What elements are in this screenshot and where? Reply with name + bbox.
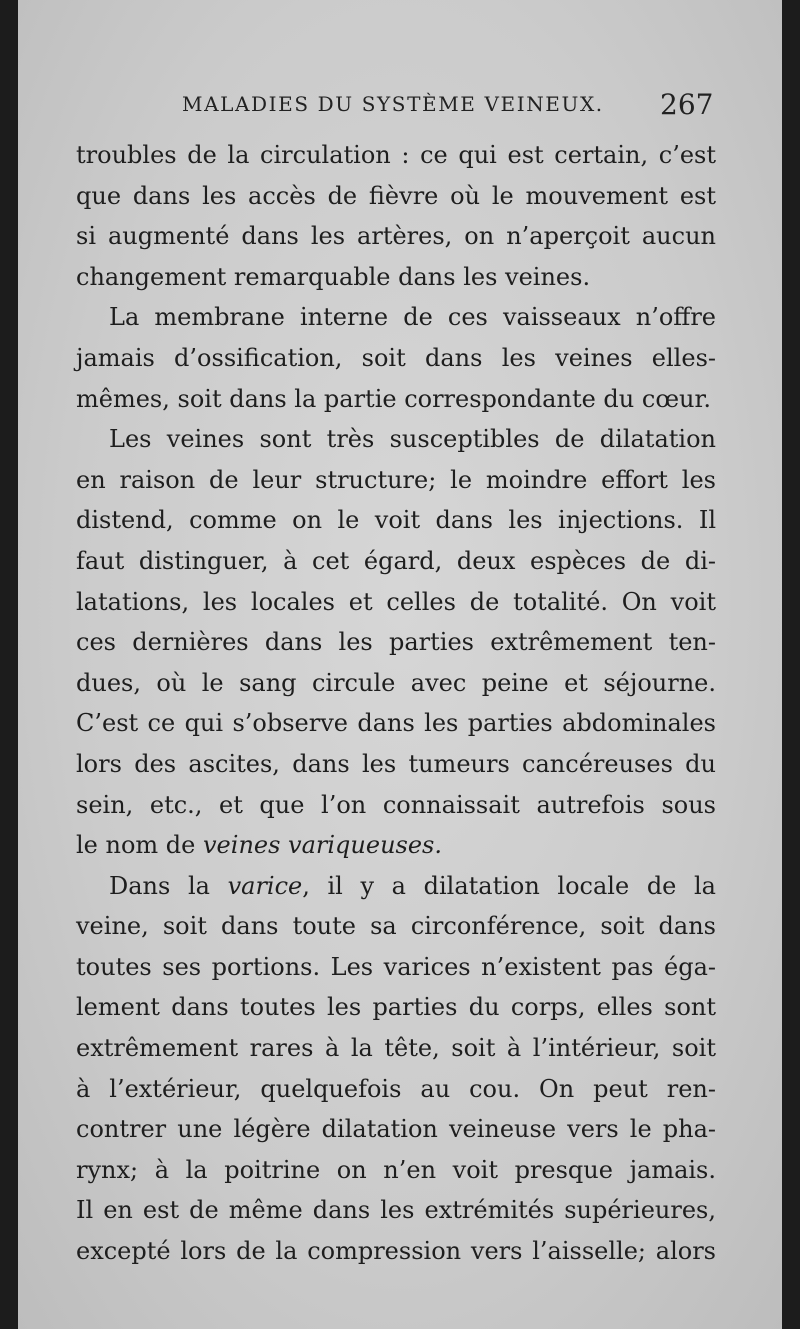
- text-line: C’est ce qui s’observe dans les parties abdominales: [76, 709, 716, 738]
- text-segment: , il y a dilatation locale de la: [302, 871, 716, 900]
- italic-term: veines variqueuses.: [203, 831, 443, 860]
- italic-term: varice: [227, 871, 303, 900]
- text-line: en raison de leur structure; le moindre effort les: [76, 465, 716, 494]
- text-segment: Dans la: [109, 871, 228, 900]
- text-line: sein, etc., et que l’on connaissait autrefois sous: [76, 790, 716, 819]
- text-line: à l’extérieur, quelquefois au cou. On peut ren-: [76, 1074, 716, 1103]
- text-segment: le nom de: [76, 831, 203, 860]
- text-line: contrer une légère dilatation veineuse vers le pha-: [76, 1115, 716, 1144]
- text-line: ces dernières dans les parties extrêmement ten-: [76, 628, 716, 657]
- text-line: [76, 866, 716, 907]
- text-line: mêmes, soit dans la partie correspondante du cœur.: [76, 384, 711, 413]
- text-line: [76, 825, 716, 866]
- text-line: latations, les locales et celles de totalité. On voit: [76, 587, 716, 616]
- running-title: MALADIES DU SYSTÈME VEINEUX.: [182, 92, 604, 116]
- text-line: La membrane interne de ces vaisseaux n’offre: [109, 303, 716, 332]
- text-line: rynx; à la poitrine on n’en voit presque jamais.: [76, 1155, 716, 1184]
- text-line: Les veines sont très susceptibles de dilatation: [109, 425, 716, 454]
- text-line: Il en est de même dans les extrémités supérieures,: [76, 1196, 716, 1225]
- text-line: si augmenté dans les artères, on n’aperçoit aucun: [76, 222, 716, 251]
- text-body: [76, 135, 716, 1272]
- text-line: que dans les accès de fièvre où le mouvement est: [76, 181, 716, 210]
- text-line: distend, comme on le voit dans les injections. Il: [76, 506, 716, 535]
- text-line: lement dans toutes les parties du corps, elles sont: [76, 993, 716, 1022]
- text-line: dues, où le sang circule avec peine et séjourne.: [76, 668, 716, 697]
- text-line: extrêmement rares à la tête, soit à l’intérieur, soit: [76, 1034, 716, 1063]
- text-line: lors des ascites, dans les tumeurs cancéreuses du: [76, 749, 716, 778]
- text-line: excepté lors de la compression vers l’aisselle; alors: [76, 1237, 716, 1266]
- page-header: [18, 88, 782, 122]
- book-page: [18, 0, 782, 1329]
- text-line: faut distinguer, à cet égard, deux espèces de di-: [76, 546, 716, 575]
- text-line: veine, soit dans toute sa circonférence, soit dans: [76, 912, 716, 941]
- text-line: toutes ses portions. Les varices n’existent pas éga-: [76, 952, 716, 981]
- text-line: jamais d’ossification, soit dans les veines elles-: [76, 343, 716, 372]
- text-line: troubles de la circulation : ce qui est certain, c’est: [76, 141, 716, 169]
- text-line: changement remarquable dans les veines.: [76, 262, 591, 291]
- page-number: 267: [660, 88, 714, 121]
